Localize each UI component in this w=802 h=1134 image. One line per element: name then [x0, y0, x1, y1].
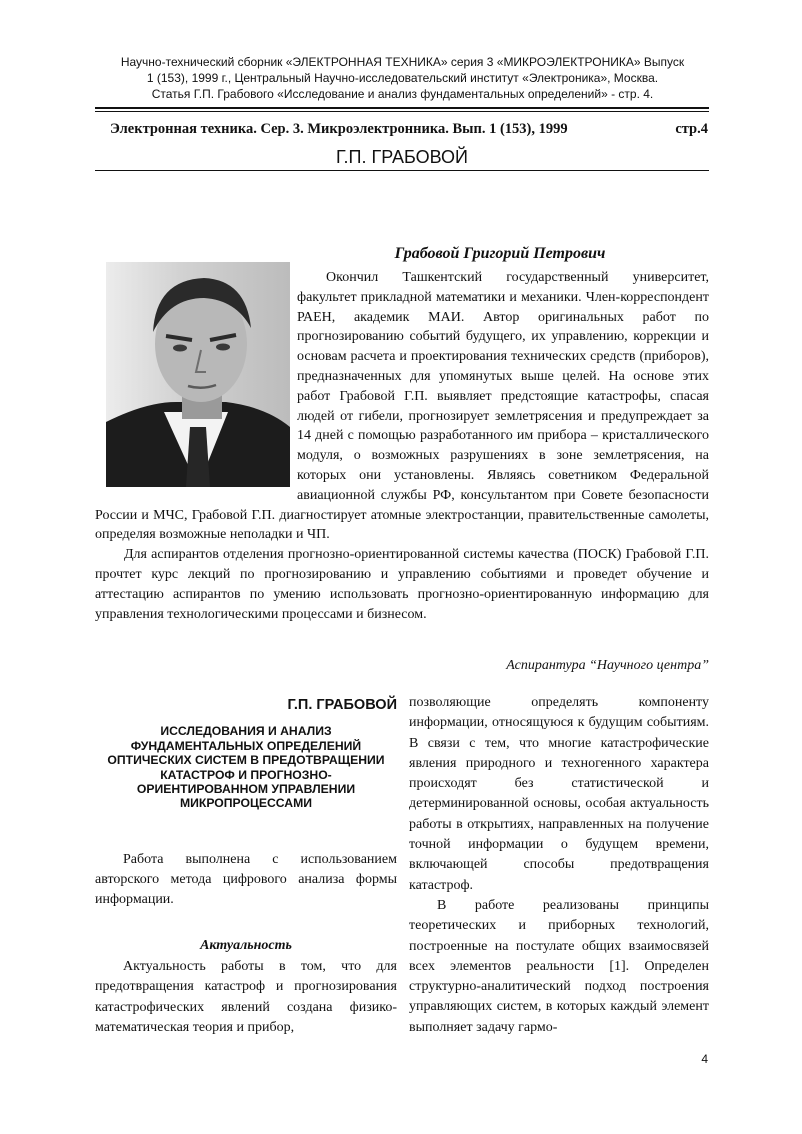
- bio-signature: Аспирантура “Научного центра”: [506, 658, 709, 673]
- article-left-column: [95, 695, 397, 1038]
- article-paragraph-right-2: В работе реализованы принципы теоретических и приборных технологий, построенные на постулате общих взаимосвязей всех элементов реальности [1]. Определен структурно-аналитический подход построения управляющих систем, в которых каждый элемент выполняет задачу гармо-: [409, 897, 709, 1035]
- bio-paragraph-1: Окончил Ташкентский государственный университет, факультет прикладной математики и механики. Член-корреспондент РАЕН, академик МАИ. Автор оригинальных работ по прогнозированию событий будущего, их управлению, коррекции и основам расчета и проектирования технических средств (приборов), предназначенных для упомянутых выше целей. На основе этих работ Грабовой Г.П. выявляет предстоящие катастрофы, спасая людей от гибели, прогнозирует землетрясения и предупреждает за 14 дней с помощью разработанного им прибора – кристаллического модуля, о возможных разрушениях в зоне землетрясения, на которых они установлены. Являясь советником Федеральной авиационной службы РФ, консультантом при Совете безопасности России и МЧС, Грабовой Г.П. диагностирует атомные электростанции, правительственные самолеты, определяя возможные неполадки и ЧП.: [95, 270, 709, 543]
- header-rule-thin: [95, 111, 709, 112]
- page-author: Г.П. ГРАБОВОЙ: [335, 147, 468, 167]
- bio-text: [95, 268, 709, 624]
- article-right-column: [409, 693, 709, 1038]
- source-header-line-2: 1 (153), 1999 г., Центральный Научно-исследовательский институт «Электроника», Москва.: [146, 71, 659, 85]
- page-number: 4: [701, 1052, 708, 1066]
- journal-title: Электронная техника. Сер. 3. Микроэлектронника. Вып. 1 (153), 1999: [110, 121, 568, 137]
- source-header: [95, 54, 710, 102]
- title-underline: [95, 170, 709, 171]
- article-paragraph-left: Актуальность работы в том, что для предотвращения катастроф и прогнозирования катастрофических явлений создана физико-математическая теория и прибор,: [95, 958, 397, 1035]
- bio-title: Грабовой Григорий Петрович: [394, 245, 606, 262]
- article-title: ИССЛЕДОВАНИЯ И АНАЛИЗ ФУНДАМЕНТАЛЬНЫХ ОПРЕДЕЛЕНИЙ ОПТИЧЕСКИХ СИСТЕМ В ПРЕДОТВРАЩЕНИИ КАТАСТРОФ И ПРОГНОЗНО-ОРИЕНТИРОВАННОМ УПРАВЛЕНИИ МИКРОПРОЦЕССАМИ: [107, 724, 385, 811]
- article-paragraph-right-1: позволяющие определять компоненту информации, относящуюся к будущим событиям. В связи с тем, что многие катастрофические явления природного и техногенного характера происходят без статистической и детерминированной основы, особая актуальность работы в открытиях, направленных на получение точной информации о будущем времени, включающей способы предотвращения катастроф.: [409, 695, 709, 893]
- source-header-line-1: Научно-технический сборник «ЭЛЕКТРОННАЯ ТЕХНИКА» серия 3 «МИКРОЭЛЕКТРОНИКА» Выпуск: [120, 55, 685, 69]
- source-header-line-3: Статья Г.П. Грабового «Исследование и анализ фундаментальных определений» - стр. 4.: [151, 87, 654, 101]
- running-head: [110, 121, 710, 138]
- bio-paragraph-2: Для аспирантов отделения прогнозно-ориентированной системы качества (ПОСК) Грабовой Г.П. прочтет курс лекций по прогнозированию и управлению событиями и проведет обучение и аттестацию аспирантов по умению использовать прогнозно-ориентированную информацию для управления технологическими процессами и бизнесом.: [95, 547, 709, 622]
- running-head-page: стр.4: [675, 121, 708, 137]
- header-rule-thick: [95, 107, 709, 109]
- article-intro: Работа выполнена с использованием авторского метода цифрового анализа формы информации.: [95, 851, 397, 908]
- section-heading: Актуальность: [200, 937, 292, 953]
- article-author: Г.П. ГРАБОВОЙ: [287, 697, 397, 713]
